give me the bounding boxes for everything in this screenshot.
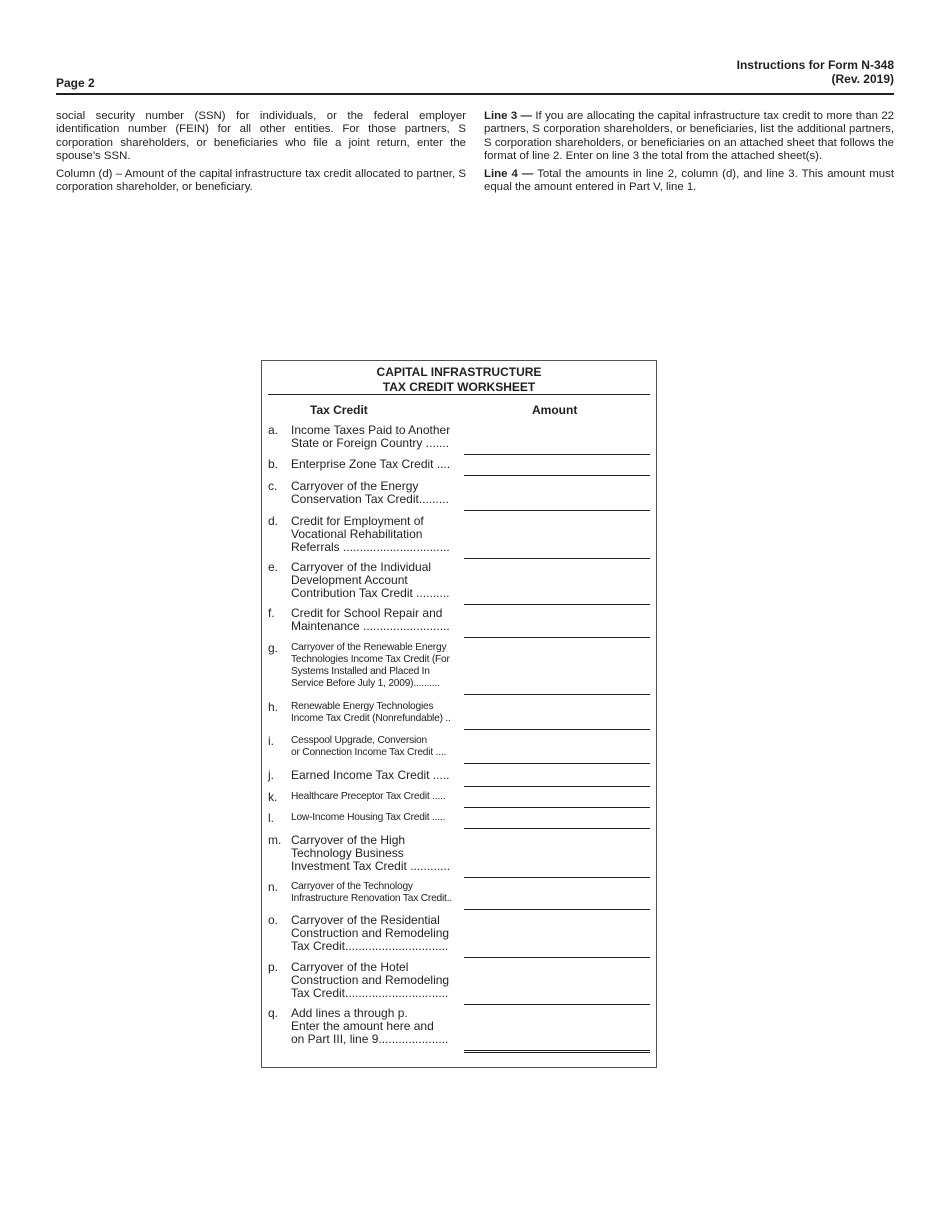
row-letter: p. bbox=[268, 960, 279, 974]
row-description: Credit for Employment of Vocational Rehabilitation Referrals ................................ bbox=[291, 514, 450, 554]
amount-entry-line[interactable] bbox=[464, 957, 650, 958]
row-letter: l. bbox=[268, 811, 274, 825]
worksheet-title bbox=[268, 365, 650, 395]
row-letter: o. bbox=[268, 913, 279, 927]
line4-label: Line 4 — bbox=[484, 167, 534, 180]
form-title-line2: (Rev. 2019) bbox=[831, 72, 894, 86]
row-description: Add lines a through p. Enter the amount here and on Part III, line 9..................... bbox=[291, 1006, 449, 1046]
amount-entry-line[interactable] bbox=[464, 828, 650, 829]
form-title-line1: Instructions for Form N-348 bbox=[736, 58, 894, 72]
amount-entry-line[interactable] bbox=[464, 1004, 650, 1005]
page-number: Page 2 bbox=[56, 76, 95, 90]
row-description: Renewable Energy Technologies Income Tax Credit (Nonrefundable) .. bbox=[291, 701, 451, 724]
row-description: Healthcare Preceptor Tax Credit ..... bbox=[291, 791, 446, 802]
row-letter: i. bbox=[268, 734, 274, 748]
amount-entry-line[interactable] bbox=[464, 909, 650, 910]
right-column bbox=[484, 110, 894, 198]
worksheet-title-rule bbox=[268, 394, 650, 395]
amount-entry-line[interactable] bbox=[464, 637, 650, 638]
amount-entry-line[interactable] bbox=[464, 558, 650, 559]
row-description: Carryover of the High Technology Business Investment Tax Credit ............ bbox=[291, 833, 451, 873]
amount-entry-line[interactable] bbox=[464, 729, 650, 730]
amount-entry-line[interactable] bbox=[464, 604, 650, 605]
row-description: Carryover of the Individual Development Account Contribution Tax Credit .......... bbox=[291, 560, 450, 600]
left-column bbox=[56, 110, 466, 198]
row-description: Carryover of the Energy Conservation Tax Credit......... bbox=[291, 479, 449, 506]
row-description: Carryover of the Residential Construction and Remodeling Tax Credit............................... bbox=[291, 913, 450, 953]
amount-entry-line[interactable] bbox=[464, 877, 650, 878]
amount-entry-line[interactable] bbox=[464, 454, 650, 455]
row-description: Cesspool Upgrade, Conversion or Connection Income Tax Credit .... bbox=[291, 735, 447, 758]
amount-entry-line[interactable] bbox=[464, 694, 650, 695]
line4-paragraph bbox=[484, 168, 894, 195]
row-description: Carryover of the Technology Infrastructure Renovation Tax Credit.. bbox=[291, 881, 452, 904]
row-letter: f. bbox=[268, 606, 275, 620]
page-header bbox=[56, 58, 894, 88]
line3-text: If you are allocating the capital infrastructure tax credit to more than 22 partners, S corporation shareholders, or beneficiaries, list the additional partners, S corporation shareholders, or beneficiaries on an attached sheet that follows the format of line 2. Enter on line 3 the total from the attached sheet(s). bbox=[484, 110, 894, 163]
column-d-paragraph: Column (d) – Amount of the capital infrastructure tax credit allocated to partner, S corporation shareholder, or beneficiary. bbox=[56, 167, 466, 194]
row-letter: q. bbox=[268, 1006, 279, 1020]
amount-entry-line[interactable] bbox=[464, 786, 650, 787]
header-rule bbox=[56, 93, 894, 95]
amount-entry-line[interactable] bbox=[464, 807, 650, 808]
row-letter: m. bbox=[268, 833, 282, 847]
line3-paragraph bbox=[484, 110, 894, 164]
row-letter: g. bbox=[268, 641, 279, 655]
worksheet-title-line2: TAX CREDIT WORKSHEET bbox=[382, 380, 536, 394]
row-letter: d. bbox=[268, 514, 279, 528]
row-description: Enterprise Zone Tax Credit .... bbox=[291, 457, 451, 471]
worksheet-title-line1: CAPITAL INFRASTRUCTURE bbox=[376, 365, 542, 379]
row-letter: n. bbox=[268, 880, 279, 894]
row-description: Carryover of the Hotel Construction and Remodeling Tax Credit............................... bbox=[291, 960, 450, 1000]
row-letter: a. bbox=[268, 423, 279, 437]
amount-entry-line[interactable] bbox=[464, 510, 650, 511]
tax-credit-worksheet bbox=[261, 360, 657, 1068]
column-header-tax-credit: Tax Credit bbox=[310, 403, 368, 417]
row-letter: b. bbox=[268, 457, 279, 471]
ssn-paragraph: social security number (SSN) for individuals, or the federal employer identification number (FEIN) for all other entities. For those partners, S corporation shareholders, or beneficiaries who file a joint return, enter the spouse’s SSN. bbox=[56, 110, 466, 163]
line4-text: Total the amounts in line 2, column (d), and line 3. This amount must equal the amount entered in Part V, line 1. bbox=[484, 167, 894, 194]
amount-entry-line[interactable] bbox=[464, 763, 650, 764]
row-description: Low-Income Housing Tax Credit ..... bbox=[291, 812, 446, 823]
row-description: Income Taxes Paid to Another State or Foreign Country ....... bbox=[291, 423, 451, 450]
row-letter: h. bbox=[268, 700, 279, 714]
column-header-amount: Amount bbox=[532, 403, 578, 417]
row-letter: j. bbox=[268, 768, 274, 782]
row-description: Credit for School Repair and Maintenance .......................... bbox=[291, 606, 450, 633]
amount-entry-line[interactable] bbox=[464, 1050, 650, 1053]
line3-label: Line 3 — bbox=[484, 110, 532, 122]
row-description: Earned Income Tax Credit ..... bbox=[291, 768, 450, 782]
row-description: Carryover of the Renewable Energy Technologies Income Tax Credit (For Systems Installed and Placed In Service Before July 1, 2009).......... bbox=[291, 642, 450, 689]
row-letter: e. bbox=[268, 560, 279, 574]
form-title bbox=[737, 58, 894, 86]
amount-entry-line[interactable] bbox=[464, 475, 650, 476]
row-letter: c. bbox=[268, 479, 278, 493]
row-letter: k. bbox=[268, 790, 278, 804]
